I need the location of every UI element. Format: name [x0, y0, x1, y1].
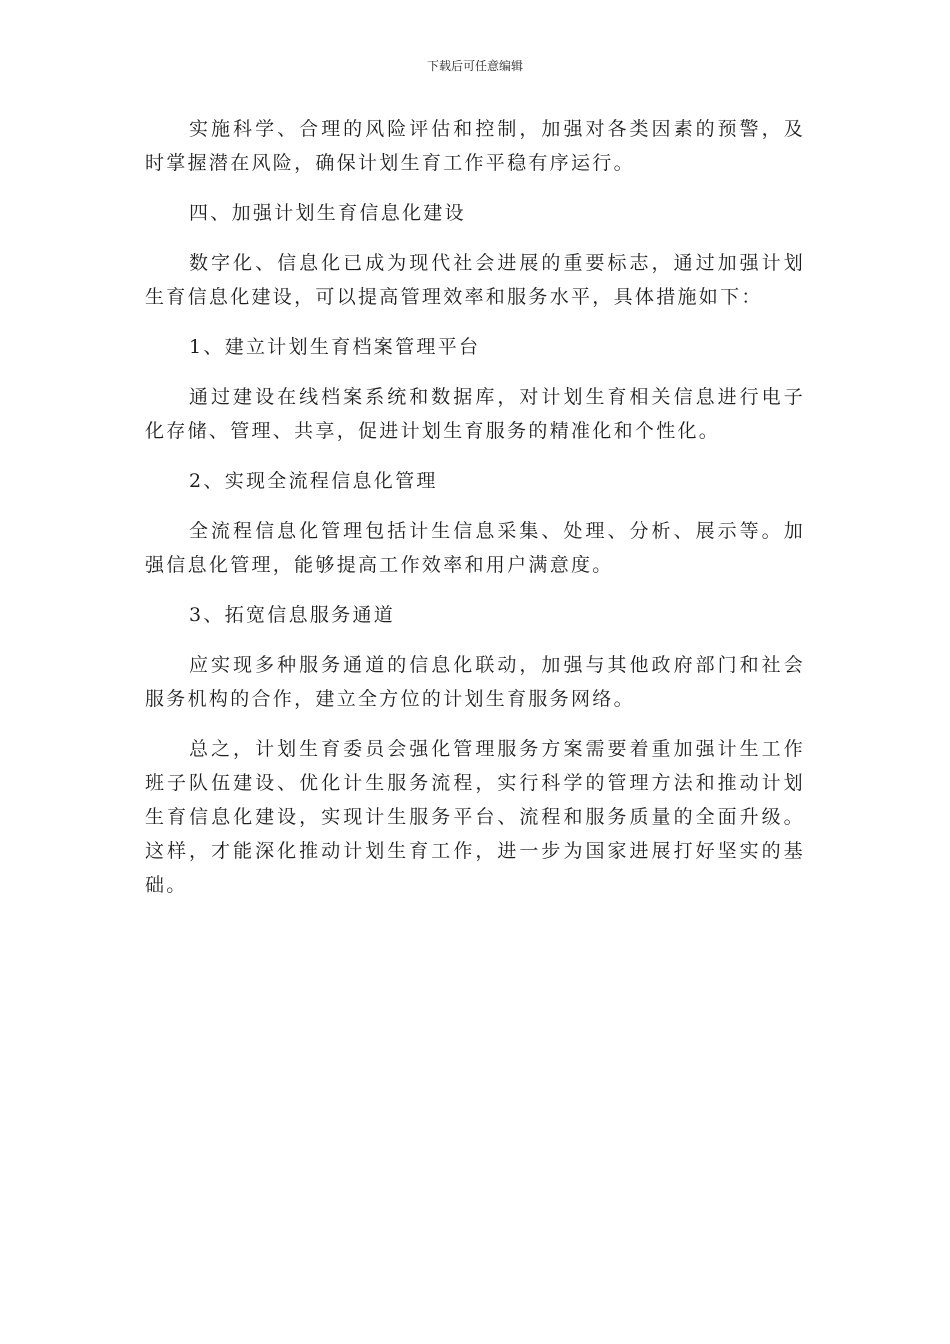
subheading-service-channels: 3、拓宽信息服务通道 — [189, 604, 396, 626]
paragraph-archive-platform: 通过建设在线档案系统和数据库，对计划生育相关信息进行电子化存储、管理、共享，促进计划生育服务的精准化和个性化。 — [145, 386, 805, 442]
paragraph-full-process: 全流程信息化管理包括计生信息采集、处理、分析、展示等。加强信息化管理，能够提高工作效率和用户满意度。 — [145, 520, 805, 576]
document-body — [145, 112, 805, 902]
paragraph-service-channels: 应实现多种服务通道的信息化联动，加强与其他政府部门和社会服务机构的合作，建立全方位的计划生育服务网络。 — [145, 654, 805, 710]
header-note: 下载后可任意编辑 — [426, 59, 523, 73]
paragraph-risk-control: 实施科学、合理的风险评估和控制，加强对各类因素的预警，及时掌握潜在风险，确保计划生育工作平稳有序运行。 — [145, 118, 805, 174]
subheading-archive-platform: 1、建立计划生育档案管理平台 — [189, 336, 481, 358]
paragraph-informatization-intro: 数字化、信息化已成为现代社会进展的重要标志，通过加强计划生育信息化建设，可以提高管理效率和服务水平，具体措施如下： — [145, 252, 805, 308]
paragraph-conclusion: 总之，计划生育委员会强化管理服务方案需要着重加强计生工作班子队伍建设、优化计生服务流程，实行科学的管理方法和推动计划生育信息化建设，实现计生服务平台、流程和服务质量的全面升级。这样，才能深化推动计划生育工作，进一步为国家进展打好坚实的基础。 — [145, 738, 805, 896]
subheading-full-process: 2、实现全流程信息化管理 — [189, 470, 438, 492]
section-heading-informatization: 四、加强计划生育信息化建设 — [189, 202, 466, 224]
